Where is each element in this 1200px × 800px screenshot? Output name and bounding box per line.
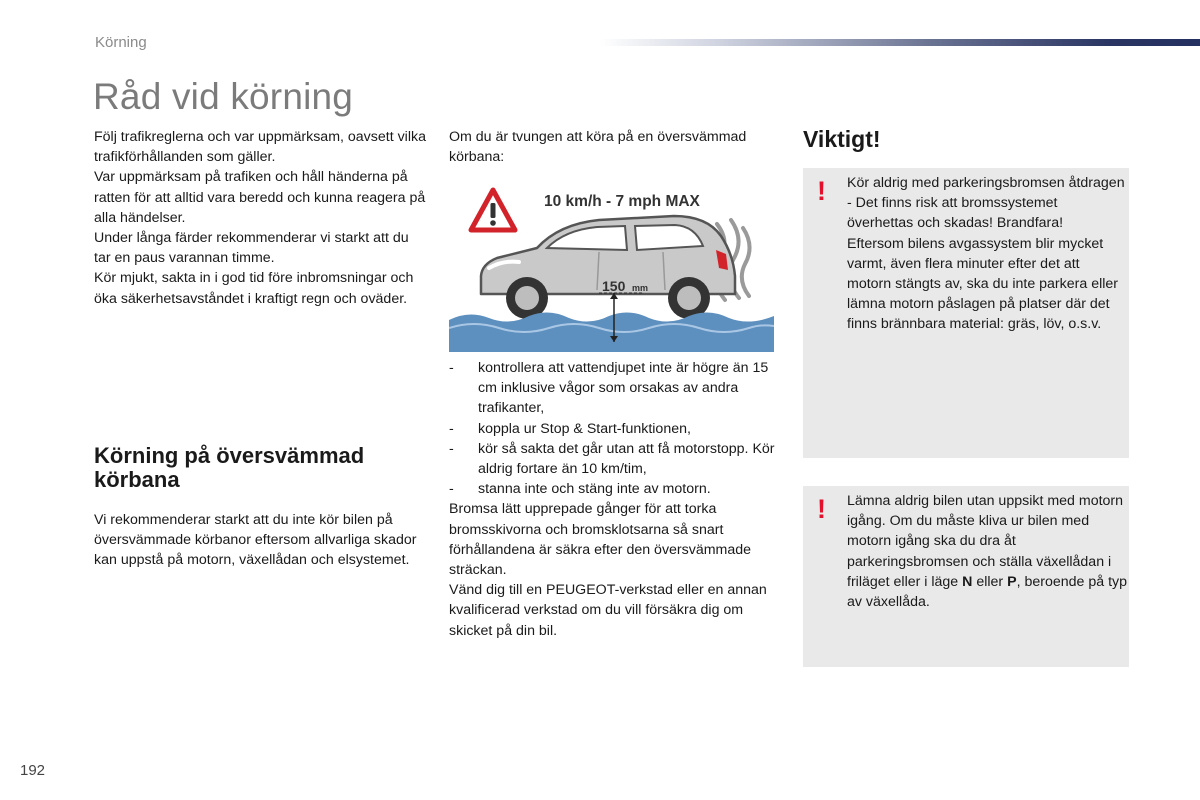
warning-box-parking-brake	[803, 168, 1129, 458]
important-heading: Viktigt!	[803, 126, 881, 152]
speed-limit-label: 10 km/h - 7 mph MAX	[544, 193, 700, 210]
warning-text-part: eller	[972, 573, 1008, 590]
list-item	[449, 479, 779, 499]
flooded-road-paragraph: Vi rekommenderar starkt att du inte kör bilen på översvämmade körbanor eftersom allvarliga skador kan uppstå på motorn, växellådan och elsystemet.	[94, 512, 417, 569]
gear-n-label: N	[962, 573, 973, 590]
warning-box-unattended	[803, 486, 1129, 667]
warning-paragraph	[847, 491, 1127, 612]
flooded-instructions	[449, 358, 779, 641]
list-item	[449, 419, 779, 439]
warning-text	[847, 173, 1127, 335]
intro-text	[94, 127, 429, 309]
flooded-road-intro	[94, 510, 429, 571]
bullet-dash: -	[449, 360, 454, 376]
section-label: Körning	[95, 34, 147, 51]
gear-p-label: P	[1007, 573, 1017, 590]
flooded-road-heading: Körning på översvämmad körbana	[94, 443, 365, 492]
bullet-dash: -	[449, 440, 454, 457]
warning-text	[847, 491, 1127, 612]
list-item	[449, 439, 779, 479]
page-number: 192	[20, 762, 46, 779]
list-item-text: kontrollera att vattendjupet inte är högre än 15 cm inklusive vågor som orsakas av andra trafikanter,	[478, 360, 769, 417]
warning-text-part: Lämna aldrig bilen utan uppsikt med motorn igång. Om du måste kliva ur bilen med motorn igång ska du dra åt parkeringsbromsen och ställa växellådan i friläget eller i läge	[847, 493, 1124, 590]
flooded-lead	[449, 127, 779, 167]
warning-text-part: , beroende på typ av växellåda.	[847, 573, 1127, 611]
warning-paragraph: Eftersom bilens avgassystem blir mycket varmt, även flera minuter efter det att motorn stängts av, ska du inte parkera eller lämna motorn påslagen på platser där det finns brännbara material: gräs, löv, o.s.v.	[847, 235, 1119, 333]
depth-value-label: 150	[602, 278, 626, 294]
intro-paragraph: Under långa färder rekommenderar vi starkt att du tar en paus varannan timme.	[94, 230, 409, 267]
list-item	[449, 358, 779, 419]
warning-paragraph: Kör aldrig med parkeringsbromsen åtdragen - Det finns risk att bromssystemet överhettas och skadas! Brandfara!	[847, 175, 1125, 232]
exclamation-icon: !	[817, 176, 826, 206]
page-title: Råd vid körning	[93, 76, 354, 117]
bullet-dash: -	[449, 420, 454, 437]
header-rule	[600, 39, 1200, 46]
flooded-lead-text: Om du är tvungen att köra på en översvämmad körbana:	[449, 129, 747, 166]
list-item-text: kör så sakta det går utan att få motorstopp. Kör aldrig fortare än 10 km/tim,	[478, 440, 775, 478]
workshop-advice-paragraph: Vänd dig till en PEUGEOT-verkstad eller en annan kvalificerad verkstad om du vill försäkra dig om skicket på din bil.	[449, 582, 767, 639]
list-item-text: koppla ur Stop & Start-funktionen,	[478, 420, 691, 437]
intro-paragraph: Kör mjukt, sakta in i god tid före inbromsningar och öka säkerhetsavståndet i kraftigt regn och oväder.	[94, 270, 414, 307]
intro-paragraph: Följ trafikreglerna och var uppmärksam, oavsett vilka trafikförhållanden som gäller.	[94, 129, 426, 166]
exclamation-icon: !	[817, 494, 826, 524]
brake-advice-paragraph: Bromsa lätt upprepade gånger för att torka bromsskivorna och bromsklotsarna så snart förhållandena är säkra efter den översvämmade sträckan.	[449, 501, 752, 579]
list-item-text: stanna inte och stäng inte av motorn.	[478, 481, 711, 498]
intro-paragraph: Var uppmärksam på trafiken och håll händerna på ratten för att alltid vara beredd och kunna reagera på alla händelser.	[94, 169, 426, 226]
bullet-dash: -	[449, 481, 454, 498]
instruction-list	[449, 358, 779, 499]
flooded-road-illustration	[449, 172, 774, 352]
depth-unit-label: mm	[632, 283, 649, 293]
